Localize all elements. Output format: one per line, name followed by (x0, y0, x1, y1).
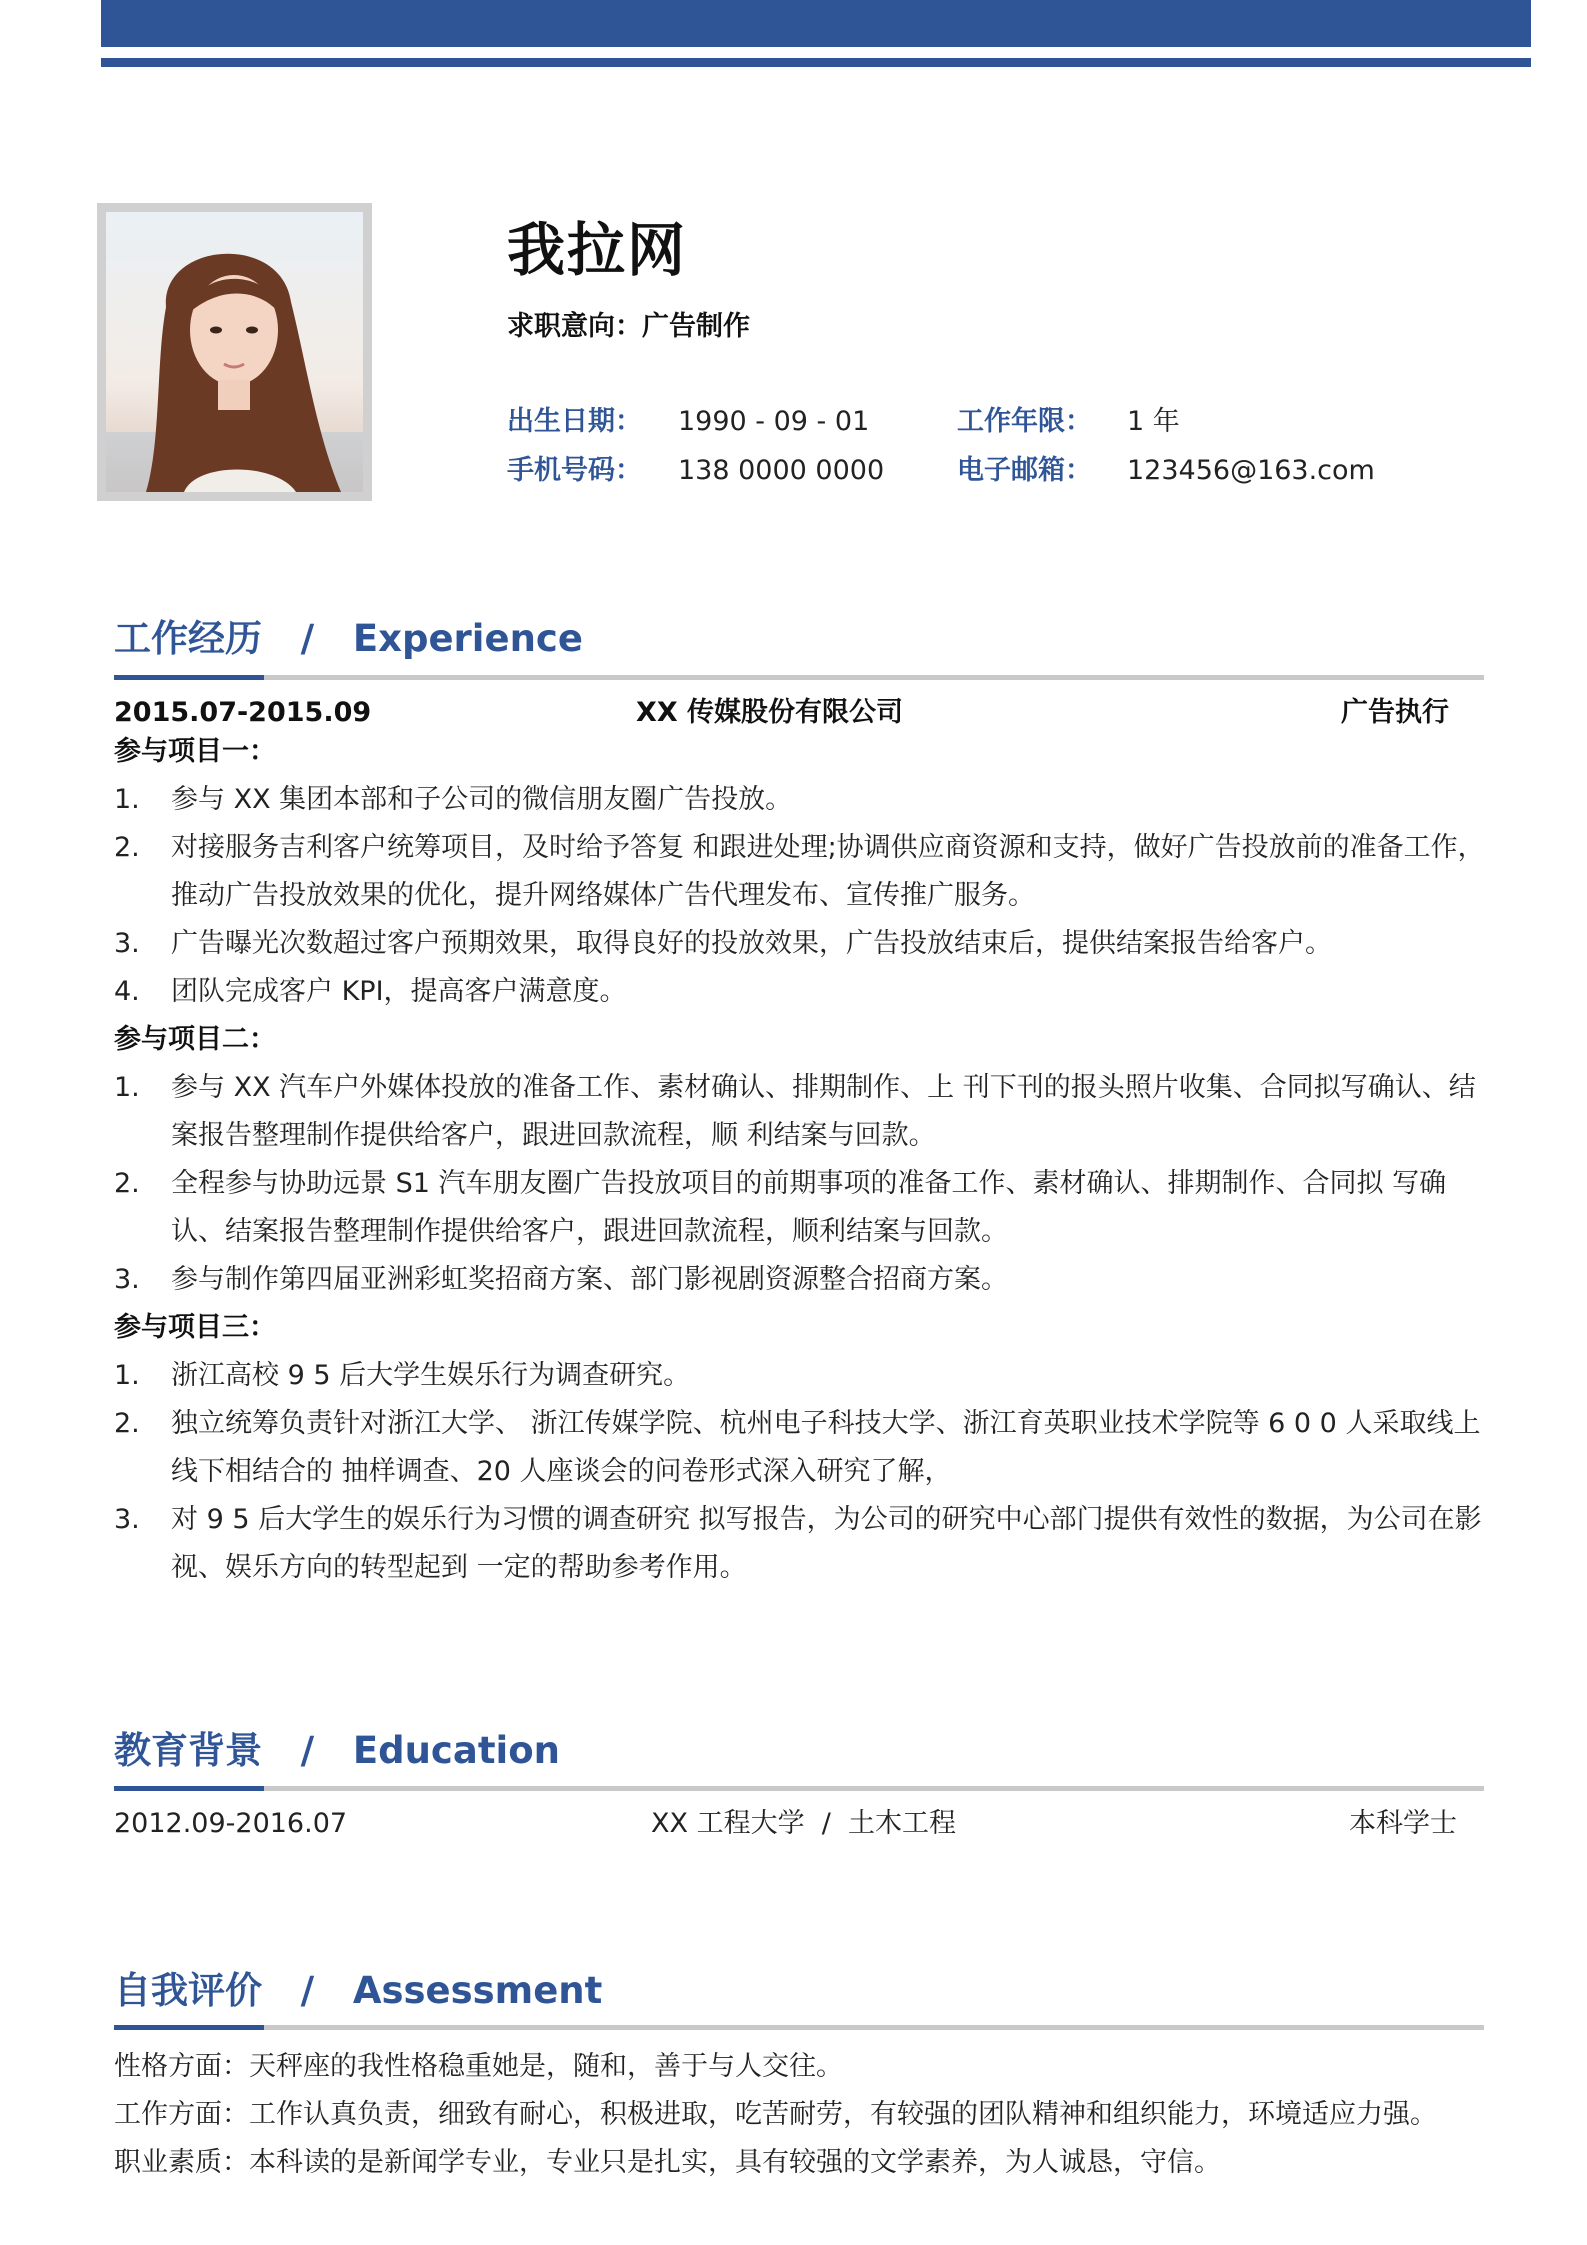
experience-position: 广告执行 (1341, 697, 1449, 728)
list-item (114, 776, 1494, 824)
birth-label: 出生日期： (507, 406, 642, 437)
experience-title-en: Experience (352, 617, 583, 660)
list-item-text: 全程参与协助远景 S1 汽车朋友圈广告投放项目的前期事项的准备工作、素材确认、排期制作、合同拟 写确认、结案报告整理制作提供给客户，跟进回款流程，顺利结案与回款。 (171, 1168, 1447, 1247)
job-intent-label: 求职意向： (507, 311, 642, 342)
phone-label: 手机号码： (507, 455, 642, 486)
assessment-divider-accent (114, 2025, 264, 2030)
list-item-number: 4. (114, 976, 140, 1007)
list-item (114, 824, 1494, 920)
assessment-body (114, 2043, 1514, 2187)
education-section-title (114, 1727, 560, 1775)
list-item-number: 3. (114, 1504, 140, 1535)
list-item (114, 1064, 1494, 1160)
assessment-line: 性格方面：天秤座的我性格稳重她是，随和，善于与人交往。 (114, 2051, 843, 2082)
project-title: 参与项目一： (114, 736, 276, 767)
list-item-text: 对接服务吉利客户统筹项目，及时给予答复 和跟进处理;协调供应商资源和支持，做好广告投放前的准备工作，推动广告投放效果的优化，提升网络媒体广告代理发布、宣传推广服务。 (171, 832, 1485, 911)
experience-divider-accent (114, 675, 264, 680)
experience-projects (114, 728, 1494, 1592)
experience-company: XX 传媒股份有限公司 (636, 697, 904, 728)
experience-period: 2015.07-2015.09 (114, 697, 372, 728)
experience-title-cn: 工作经历 (114, 617, 262, 660)
list-item-number: 3. (114, 1264, 140, 1295)
list-item-text: 独立统筹负责针对浙江大学、 浙江传媒学院、杭州电子科技大学、浙江育英职业技术学院等 6 0 0 人采取线上线下相结合的 抽样调查、20 人座谈会的问卷形式深入研究了解， (171, 1408, 1481, 1487)
assessment-divider (114, 2025, 1484, 2030)
job-intent-value: 广告制作 (642, 311, 750, 342)
assessment-section-title (114, 1967, 602, 2015)
phone-value: 138 0000 0000 (678, 455, 885, 486)
profile-photo-frame (97, 203, 372, 501)
project-title: 参与项目二： (114, 1024, 276, 1055)
experience-section-title (114, 615, 583, 663)
assessment-title-cn: 自我评价 (114, 1969, 262, 2012)
project-title: 参与项目三： (114, 1312, 276, 1343)
education-title-en: Education (352, 1729, 560, 1772)
list-item-text: 广告曝光次数超过客户预期效果，取得良好的投放效果，广告投放结束后，提供结案报告给客户。 (171, 928, 1332, 959)
list-item (114, 920, 1494, 968)
assessment-title-sep: / (300, 1969, 315, 2012)
email-label: 电子邮箱： (957, 455, 1092, 486)
header-line (101, 58, 1531, 67)
education-divider-accent (114, 1786, 264, 1791)
job-intent (507, 309, 750, 345)
candidate-name: 我拉网 (507, 216, 688, 284)
list-item-text: 浙江高校 9 5 后大学生娱乐行为调查研究。 (171, 1360, 691, 1391)
list-item (114, 968, 1494, 1016)
education-title-cn: 教育背景 (114, 1729, 262, 1772)
list-item-text: 参与 XX 集团本部和子公司的微信朋友圈广告投放。 (171, 784, 793, 815)
work-years-value: 1 年 (1127, 406, 1180, 437)
list-item-number: 1. (114, 1072, 140, 1103)
work-years-label: 工作年限： (957, 406, 1092, 437)
header-bar (101, 0, 1531, 47)
assessment-line: 工作方面：工作认真负责，细致有耐心，积极进取，吃苦耐劳，有较强的团队精神和组织能力，环境适应力强。 (114, 2099, 1437, 2130)
list-item-text: 参与制作第四届亚洲彩虹奖招商方案、部门影视剧资源整合招商方案。 (171, 1264, 1008, 1295)
education-title-sep: / (300, 1729, 315, 1772)
list-item-number: 2. (114, 832, 140, 863)
assessment-title-en: Assessment (352, 1969, 603, 2012)
experience-divider (114, 675, 1484, 680)
birth-value: 1990 - 09 - 01 (678, 406, 870, 437)
list-item (114, 1352, 1494, 1400)
education-divider (114, 1786, 1484, 1791)
list-item-text: 对 9 5 后大学生的娱乐行为习惯的调查研究 拟写报告，为公司的研究中心部门提供有效性的数据，为公司在影视、娱乐方向的转型起到 一定的帮助参考作用。 (171, 1504, 1482, 1583)
assessment-line: 职业素质：本科读的是新闻学专业，专业只是扎实，具有较强的文学素养，为人诚恳，守信。 (114, 2147, 1221, 2178)
list-item-text: 团队完成客户 KPI，提高客户满意度。 (171, 976, 627, 1007)
education-degree: 本科学士 (1349, 1808, 1457, 1839)
portrait-illustration (106, 212, 363, 492)
email-value: 123456@163.com (1127, 455, 1375, 486)
list-item-number: 1. (114, 1360, 140, 1391)
list-item-number: 1. (114, 784, 140, 815)
education-school-major: XX 工程大学 / 土木工程 (651, 1808, 957, 1839)
education-period: 2012.09-2016.07 (114, 1808, 348, 1839)
list-item-text: 参与 XX 汽车户外媒体投放的准备工作、素材确认、排期制作、上 刊下刊的报头照片收集、合同拟写确认、结案报告整理制作提供给客户，跟进回款流程，顺 利结案与回款。 (171, 1072, 1476, 1151)
list-item (114, 1256, 1494, 1304)
list-item-number: 2. (114, 1168, 140, 1199)
list-item-number: 3. (114, 928, 140, 959)
list-item (114, 1496, 1494, 1592)
profile-photo (106, 212, 363, 492)
experience-title-sep: / (300, 617, 315, 660)
list-item (114, 1400, 1494, 1496)
list-item (114, 1160, 1494, 1256)
list-item-number: 2. (114, 1408, 140, 1439)
